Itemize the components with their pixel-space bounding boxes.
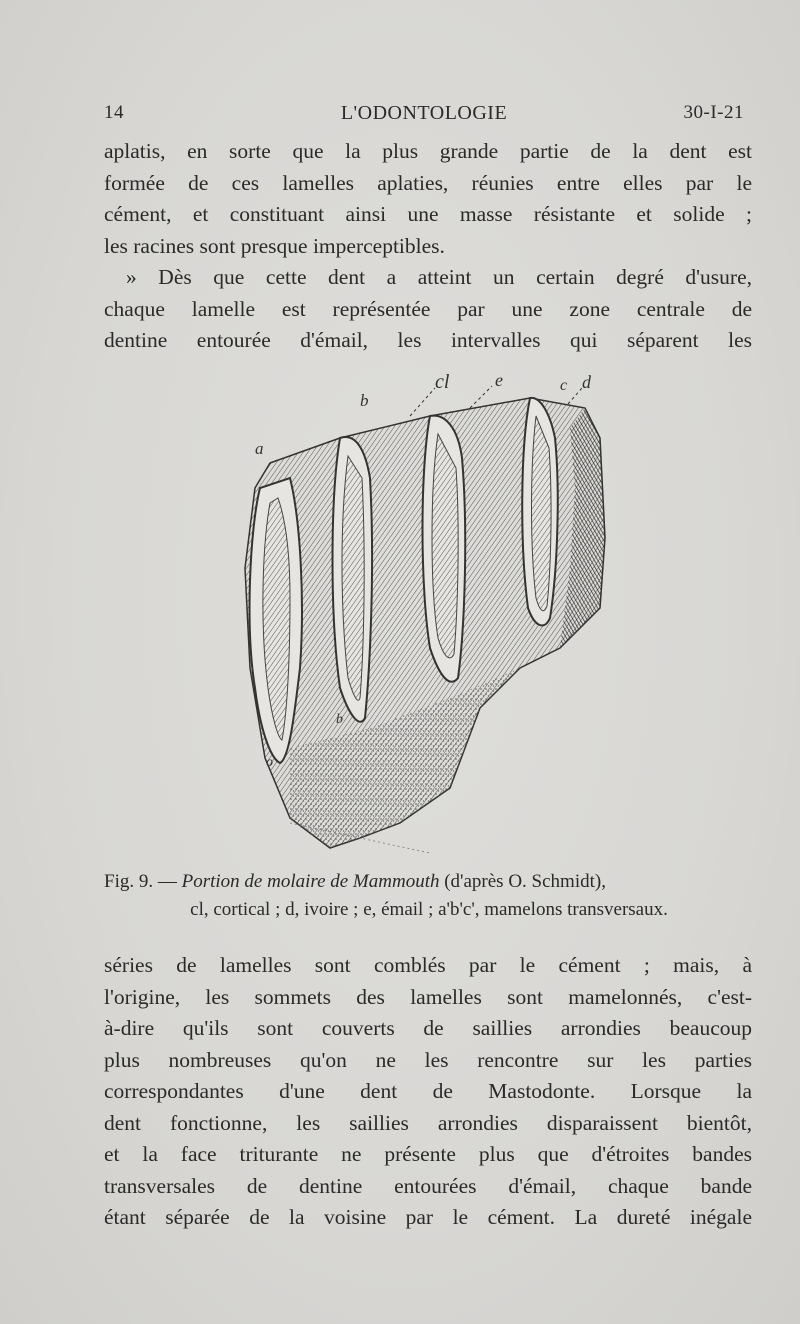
text-line: les racines sont presque imperceptibles. xyxy=(104,233,445,258)
paragraph-1 xyxy=(104,136,752,262)
figure-legend: cl, cortical ; d, ivoire ; e, émail ; a'b'c', mamelons transversaux. xyxy=(190,899,668,920)
issue-date: 30-I-21 xyxy=(683,102,744,123)
molar-illustration xyxy=(230,368,630,868)
text-line: cément, et constituant ainsi une masse résistante et solide ; xyxy=(104,202,752,226)
paragraph-2 xyxy=(104,262,752,357)
text-line: » Dès que cette dent a atteint un certain degré d'usure, xyxy=(126,265,752,289)
text-line: plus nombreuses qu'on ne les rencontre sur les parties xyxy=(104,1047,752,1072)
paragraph-3 xyxy=(104,950,752,1234)
text-line: dentine entourée d'émail, les intervalles qui séparent les xyxy=(104,328,752,352)
running-header xyxy=(104,102,744,132)
journal-title: L'ODONTOLOGIE xyxy=(340,102,508,124)
label-b-lower: b xyxy=(336,712,343,727)
figure-caption xyxy=(104,868,754,896)
text-line: dent fonctionne, les saillies arrondies disparaissent bientôt, xyxy=(104,1110,752,1135)
label-e: e xyxy=(495,370,503,390)
text-line: formée de ces lamelles aplaties, réunies entre elles par le xyxy=(104,170,752,195)
text-line: correspondantes d'une dent de Mastodonte. Lorsque la xyxy=(104,1079,752,1103)
label-a: a xyxy=(255,439,264,458)
figure-source: (d'après O. Schmidt), xyxy=(444,871,606,892)
text-line: séries de lamelles sont comblés par le cément ; mais, à xyxy=(104,953,752,977)
text-line: à-dire qu'ils sont couverts de saillies arrondies beaucoup xyxy=(104,1016,752,1040)
text-line: transversales de dentine entourées d'émail, chaque bande xyxy=(104,1173,752,1198)
figure-number: Fig. 9. — xyxy=(104,871,177,892)
text-line: chaque lamelle est représentée par une zone centrale de xyxy=(104,296,752,321)
text-line: et la face triturante ne présente plus que d'étroites bandes xyxy=(104,1142,752,1166)
text-line: aplatis, en sorte que la plus grande partie de la dent est xyxy=(104,139,752,163)
label-c: c xyxy=(560,377,568,394)
label-cl: cl xyxy=(435,371,450,393)
page-number: 14 xyxy=(104,102,124,123)
text-line: l'origine, les sommets des lamelles sont mamelonnés, c'est- xyxy=(104,984,752,1009)
label-b: b xyxy=(360,391,369,410)
label-o: o xyxy=(266,755,273,770)
label-d: d xyxy=(582,372,591,392)
figure-title: Portion de molaire de Mammouth xyxy=(181,871,440,892)
mammoth-molar-figure xyxy=(230,368,630,868)
text-line: étant séparée de la voisine par le cément. La dureté inégale xyxy=(104,1205,752,1229)
